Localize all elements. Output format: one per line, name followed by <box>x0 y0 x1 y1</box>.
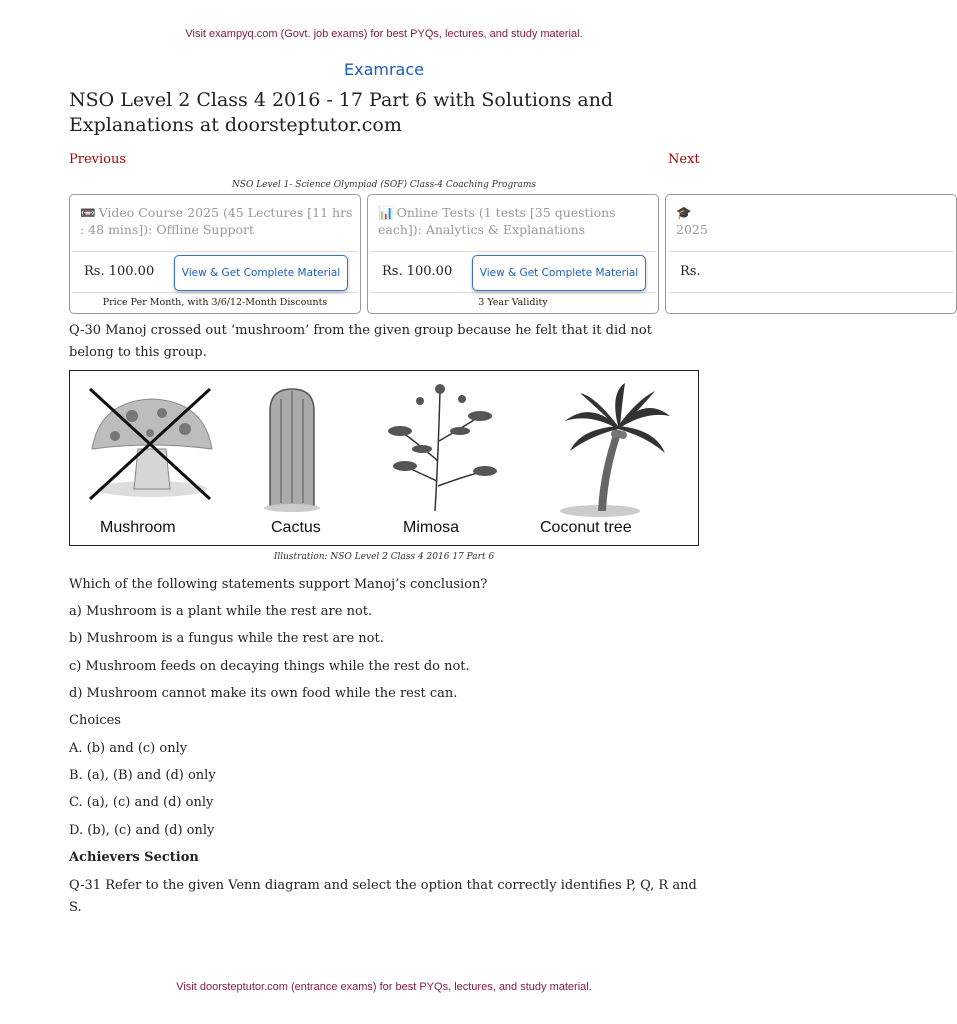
statement-b: b) Mushroom is a fungus while the rest are not. <box>69 631 384 646</box>
figure-caption: Illustration: NSO Level 2 Class 4 2016 17 Part 6 <box>273 552 495 562</box>
video-cassette-icon: 📼 <box>80 205 96 220</box>
page-title: NSO Level 2 Class 4 2016 - 17 Part 6 with Solutions and Explanations at doorsteptutor.com <box>69 89 614 136</box>
choices-label: Choices <box>69 713 121 728</box>
mushroom-drawing <box>90 389 212 499</box>
card-description[interactable] <box>676 204 952 238</box>
figure-label-mimosa: Mimosa <box>403 519 460 536</box>
view-material-button[interactable]: View & Get Complete Material <box>174 255 348 291</box>
section-heading: Achievers Section <box>69 850 199 865</box>
graduation-cap-icon: 🎓 <box>676 205 692 220</box>
choice-d: D. (b), (c) and (d) only <box>69 823 215 838</box>
promo-card-online-tests <box>367 194 659 314</box>
promo-card-partial <box>665 194 957 314</box>
figure-label-mushroom: Mushroom <box>100 519 176 536</box>
top-banner[interactable]: Visit exampyq.com (Govt. job exams) for best PYQs, lectures, and study material. <box>185 28 583 40</box>
statement-d: d) Mushroom cannot make its own food while the rest can. <box>69 686 458 701</box>
choice-c: C. (a), (c) and (d) only <box>69 795 214 810</box>
promo-card-video-course <box>69 194 361 314</box>
card-footer: Price Per Month, with 3/6/12-Month Discounts <box>102 297 328 308</box>
mimosa-drawing <box>388 384 497 511</box>
price-row <box>72 251 358 293</box>
choice-a: A. (b) and (c) only <box>69 741 188 756</box>
card-footer: 3 Year Validity <box>478 297 548 308</box>
promo-cards <box>69 194 708 316</box>
cactus-drawing <box>264 389 320 512</box>
price-row <box>370 251 656 293</box>
card-description-text: 2025 <box>676 222 708 237</box>
card-price: Rs. 100.00 <box>84 264 155 279</box>
question-30-stem: Q-30 Manoj crossed out ‘mushroom’ from the given group because he felt that it did not belong to this group. <box>69 323 652 360</box>
statement-a: a) Mushroom is a plant while the rest are not. <box>69 604 373 619</box>
card-description[interactable] <box>378 204 654 238</box>
card-description[interactable] <box>80 204 356 238</box>
next-link[interactable]: Next <box>668 152 700 167</box>
question-30-prompt: Which of the following statements support Manoj’s conclusion? <box>69 577 488 592</box>
brand-link[interactable]: Examrace <box>344 60 424 79</box>
coconut-tree-drawing <box>560 383 670 517</box>
bottom-banner[interactable]: Visit doorsteptutor.com (entrance exams) for best PYQs, lectures, and study material. <box>176 981 592 993</box>
view-material-button[interactable]: View & Get Complete Material <box>472 255 646 291</box>
choice-b: B. (a), (B) and (d) only <box>69 768 216 783</box>
illustration-figure <box>69 370 699 546</box>
card-description-text: Online Tests (1 tests [35 questions each]): Analytics & Explanations <box>378 205 616 237</box>
promo-heading: NSO Level 1- Science Olympiad (SOF) Class-4 Coaching Programs <box>231 180 537 190</box>
figure-label-coconut-tree: Coconut tree <box>540 519 632 536</box>
figure-label-cactus: Cactus <box>271 519 321 536</box>
statement-c: c) Mushroom feeds on decaying things while the rest do not. <box>69 659 470 674</box>
card-description-text: Video Course 2025 (45 Lectures [11 hrs : 48 mins]): Offline Support <box>80 205 353 237</box>
previous-link[interactable]: Previous <box>69 152 127 167</box>
card-price: Rs. 100.00 <box>382 264 453 279</box>
price-row <box>668 251 954 293</box>
card-price: Rs. <box>680 264 701 279</box>
bar-chart-icon: 📊 <box>378 205 394 220</box>
question-31-stem: Q-31 Refer to the given Venn diagram and select the option that correctly identifies P, Q, R and S. <box>69 878 697 915</box>
